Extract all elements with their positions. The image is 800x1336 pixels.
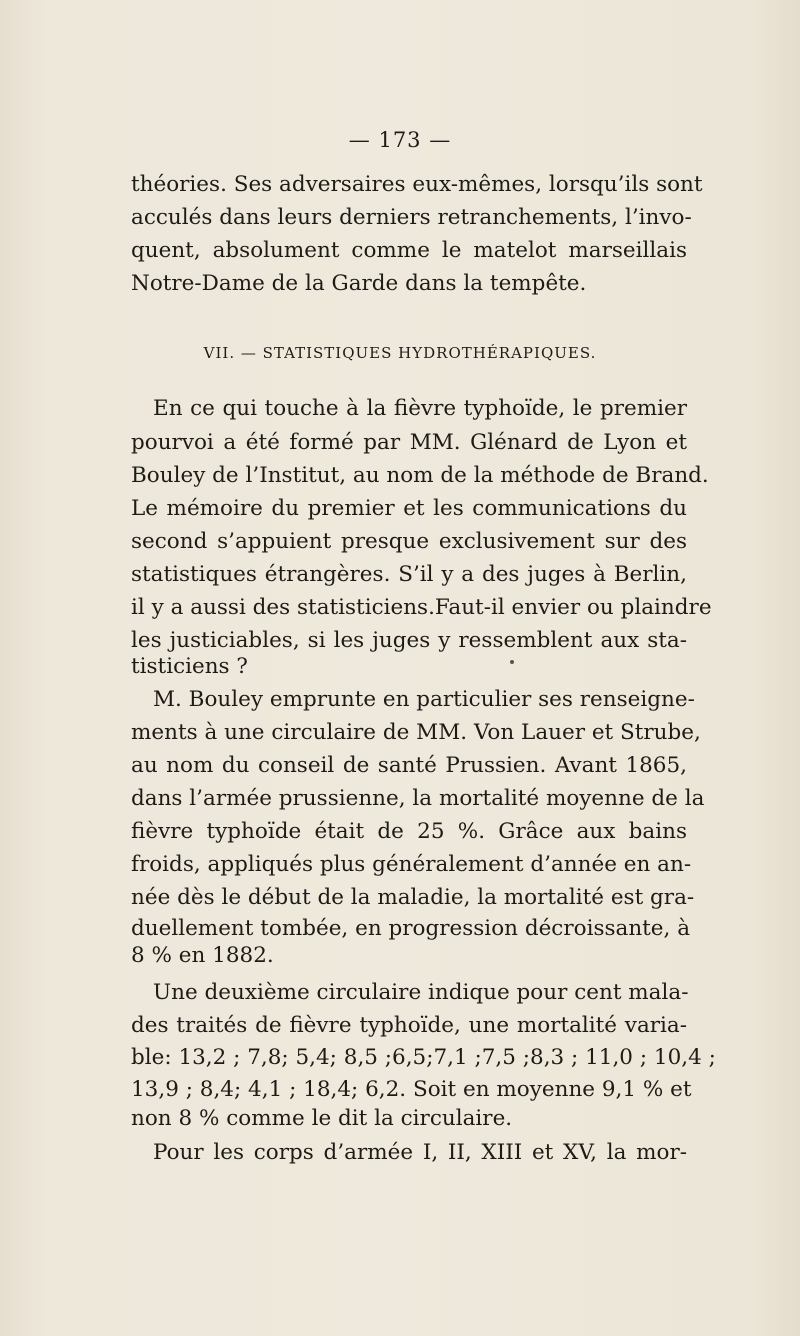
text-line: acculés dans leurs derniers retranchements, l’invo- [131,205,692,230]
text-line: 13,9 ; 8,4; 4,1 ; 18,4; 6,2. Soit en moyenne 9,1 % et [131,1077,692,1102]
text-line: il y a aussi des statisticiens.Faut-il envier ou plaindre [131,595,712,620]
text-line: quent, absolument comme le matelot marseillais [131,238,687,263]
text-line: théories. Ses adversaires eux-mêmes, lorsqu’ils sont [131,172,703,197]
text-line: Bouley de l’Institut, au nom de la méthode de Brand. [131,463,709,488]
paper-speck [510,660,514,664]
text-line: non 8 % comme le dit la circulaire. [131,1106,513,1131]
text-line: En ce qui touche à la fièvre typhoïde, le premier [153,396,687,421]
text-line: les justiciables, si les juges y ressemblent aux sta- [131,628,687,653]
text-line: statistiques étrangères. S’il y a des juges à Berlin, [131,562,687,587]
text-line: 8 % en 1882. [131,943,274,968]
text-line: Le mémoire du premier et les communications du [131,496,687,521]
text-line: froids, appliqués plus généralement d’année en an- [131,852,692,877]
text-line: fièvre typhoïde était de 25 %. Grâce aux bains [131,819,687,844]
text-line: tisticiens ? [131,654,248,679]
section-heading: VII. — STATISTIQUES HYDROTHÉRAPIQUES. [203,344,597,362]
text-line: Notre-Dame de la Garde dans la tempête. [131,271,587,296]
text-line: ments à une circulaire de MM. Von Lauer et Strube, [131,720,701,745]
text-line: M. Bouley emprunte en particulier ses renseigne- [153,687,695,712]
text-line: des traités de fièvre typhoïde, une mortalité varia- [131,1013,687,1038]
text-line: duellement tombée, en progression décroissante, à [131,916,691,941]
text-line: second s’appuient presque exclusivement sur des [131,529,687,554]
text-line: dans l’armée prussienne, la mortalité moyenne de la [131,786,705,811]
text-line: pourvoi a été formé par MM. Glénard de Lyon et [131,430,687,455]
text-line: Une deuxième circulaire indique pour cent mala- [153,980,689,1005]
text-line: au nom du conseil de santé Prussien. Avant 1865, [131,753,687,778]
text-line: ble: 13,2 ; 7,8; 5,4; 8,5 ;6,5;7,1 ;7,5 ;8,3 ; 11,0 ; 10,4 ; [131,1045,716,1070]
text-line: Pour les corps d’armée I, II, XIII et XV, la mor- [153,1140,687,1165]
page-number: — 173 — [348,128,452,152]
text-line: née dès le début de la maladie, la mortalité est gra- [131,885,695,910]
